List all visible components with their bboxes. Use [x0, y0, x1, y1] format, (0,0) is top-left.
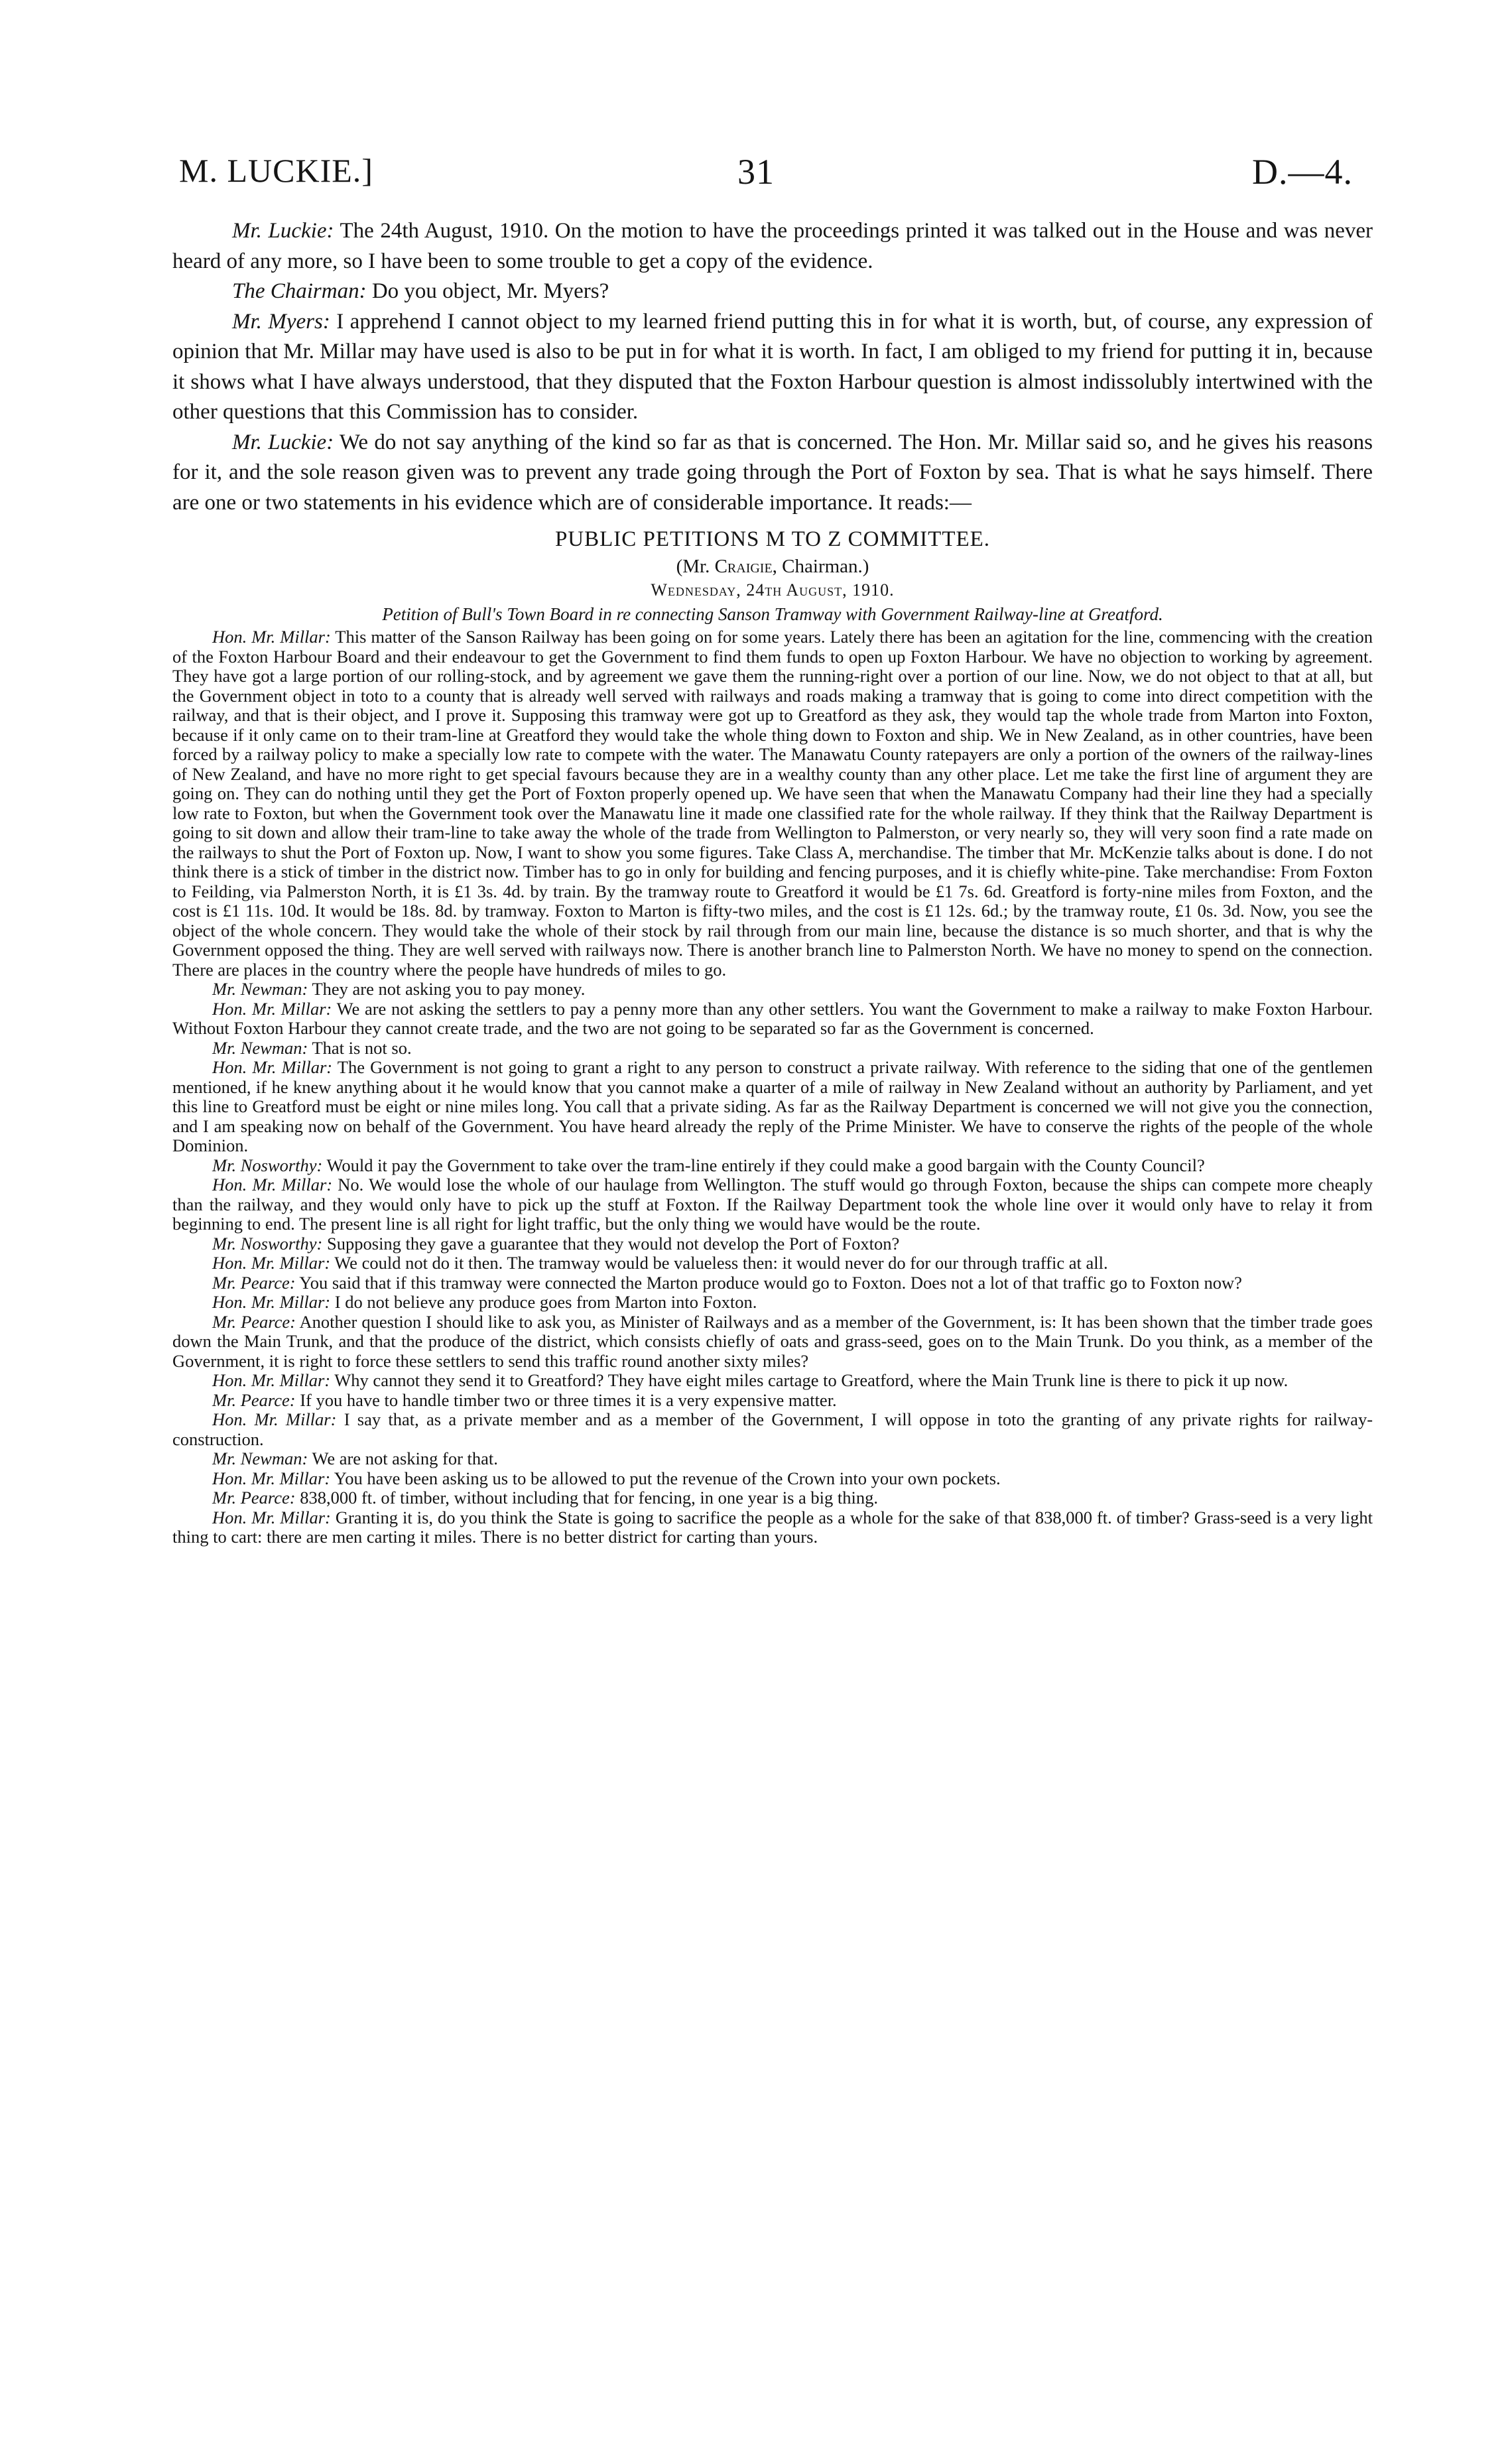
- chair-suffix: Chairman.): [782, 556, 869, 577]
- speech: Another question I should like to ask you, as Minister of Railways and as a member of the Government, is: It has been shown that the timber trade goes down the Main Trunk, and that the produce of the district, which consists chiefly of oats and grass-seed, goes on to the Main Trunk. Do you think, as a member of the Government, it is right to force these settlers to send this traffic round another sixty miles?: [172, 1311, 1373, 1371]
- paragraph: [172, 1371, 1373, 1391]
- paragraph: [172, 1234, 1373, 1254]
- petition-title: Petition of Bull's Town Board in re connecting Sanson Tramway with Government Railway-line at Greatford.: [382, 604, 1163, 624]
- speaker: Hon. Mr. Millar:: [212, 1370, 331, 1390]
- speech: I do not believe any produce goes from Marton into Foxton.: [334, 1292, 757, 1312]
- speaker: Hon. Mr. Millar:: [212, 627, 331, 647]
- committee-chair: [172, 556, 1373, 578]
- paragraph: [172, 999, 1373, 1039]
- speech: Would it pay the Government to take over the tram-line entirely if they could make a good bargain with the County Council?: [326, 1155, 1205, 1175]
- committee-title: PUBLIC PETITIONS M TO Z COMMITTEE.: [554, 527, 991, 551]
- paragraph: [172, 1039, 1373, 1059]
- paragraph: [172, 216, 1373, 277]
- chair-prefix: (Mr.: [676, 556, 710, 577]
- speaker: Hon. Mr. Millar:: [212, 1253, 331, 1273]
- paragraph: [172, 1313, 1373, 1372]
- speaker: Hon. Mr. Millar:: [212, 1175, 333, 1194]
- speech: The Government is not going to grant a right to any person to construct a private railway. With reference to the siding that one of the gentlemen mentioned, if he knew anything about it he would know that you cannot make a quarter of a mile of railway in New Zealand without an authority by Parliament, and yet this line to Greatford must be eight or nine miles long. You call that a private siding. As far as the Railway Department is concerned we will not give you the connection, and I am speaking now on behalf of the Government. You have heard already the reply of the Prime Minister. We have to conserve the rights of the people of the whole Dominion.: [172, 1057, 1373, 1155]
- running-head-left: M. LUCKIE.]: [179, 152, 373, 189]
- paragraph: [172, 1469, 1373, 1489]
- paragraph: [172, 1508, 1373, 1547]
- speech: 838,000 ft. of timber, without including that for fencing, in one year is a big thing.: [300, 1488, 878, 1508]
- speech: Granting it is, do you think the State is going to sacrifice the people as a whole for the sake of that 838,000 ft. of timber? Grass-seed is a very light thing to cart: there are men carting it miles. There is no better district for carting than yours.: [172, 1507, 1373, 1547]
- speaker: Mr. Pearce:: [212, 1488, 296, 1508]
- speaker: Mr. Myers:: [232, 309, 330, 334]
- paragraph: [172, 307, 1373, 428]
- speaker: Mr. Pearce:: [212, 1311, 296, 1332]
- speaker: Mr. Newman:: [212, 1448, 308, 1468]
- paragraph: [172, 1488, 1373, 1508]
- paragraph: [172, 1175, 1373, 1234]
- speaker: Mr. Pearce:: [212, 1389, 296, 1410]
- speech: You have been asking us to be allowed to put the revenue of the Crown into your own pockets.: [334, 1468, 1001, 1488]
- running-head-right: D.—4.: [1252, 152, 1353, 192]
- speaker: Mr. Newman:: [212, 1037, 308, 1058]
- paragraph: [172, 1410, 1373, 1449]
- speech: They are not asking you to pay money.: [312, 979, 586, 999]
- paragraph: [172, 277, 1373, 307]
- chair-name: Craigie,: [714, 556, 777, 577]
- speech: We do not say anything of the kind so far as that is concerned. The Hon. Mr. Millar said so, and he gives his reasons for it, and the sole reason given was to prevent any trade going through the Port of Foxton by sea. That is what he says himself. There are one or two statements in his evidence which are of considerable importance. It reads:—: [172, 430, 1373, 515]
- paragraph: [172, 627, 1373, 980]
- speech: We are not asking the settlers to pay a penny more than any other settlers. You want the Government to make a railway to make Foxton Harbour. Without Foxton Harbour they cannot create trade, and the two are not going to be separated so far as the Government is concerned.: [172, 998, 1373, 1038]
- speaker: Mr. Luckie:: [232, 430, 334, 454]
- speaker: Mr. Newman:: [212, 979, 308, 999]
- speech: We could not do it then. The tramway would be valueless then: it would never do for our through traffic at all.: [334, 1253, 1108, 1273]
- speech: I apprehend I cannot object to my learned friend putting this in for what it is worth, but, of course, any expression of opinion that Mr. Millar may have used is also to be put in for what it is worth. In fact, I am obliged to my friend for putting it in, because it shows what I have always understood, that they disputed that the Foxton Harbour question is almost indissolubly intertwined with the other questions that this Commission has to consider.: [172, 309, 1373, 424]
- committee-date: Wednesday, 24th August, 1910.: [651, 580, 895, 600]
- paragraph: [172, 428, 1373, 519]
- paragraph: [172, 980, 1373, 999]
- speech: Supposing they gave a guarantee that they would not develop the Port of Foxton?: [327, 1233, 900, 1254]
- paragraph: [172, 1391, 1373, 1411]
- speaker: Mr. Luckie:: [232, 219, 334, 243]
- speaker: The Chairman:: [232, 279, 367, 303]
- speaker: Hon. Mr. Millar:: [212, 998, 332, 1019]
- paragraph: [172, 1449, 1373, 1469]
- speaker: Hon. Mr. Millar:: [212, 1057, 333, 1077]
- paragraph: [172, 1156, 1373, 1176]
- speaker: Mr. Nosworthy:: [212, 1155, 323, 1175]
- paragraph: [172, 1273, 1373, 1293]
- speech: That is not so.: [312, 1037, 412, 1058]
- speech: Do you object, Mr. Myers?: [371, 279, 609, 303]
- page-number: 31: [737, 152, 775, 192]
- speech: The 24th August, 1910. On the motion to have the proceedings printed it was talked out in the House and was never heard of any more, so I have been to some trouble to get a copy of the evidence.: [172, 219, 1373, 273]
- speech: No. We would lose the whole of our haulage from Wellington. The stuff would go through Foxton, because the ships can compete more cheaply than the railway, and they would only have to pick up the stuff at Foxton. If the Railway Department took the whole line over it would only have to relay it from beginning to end. The present line is all right for light traffic, but the only thing we would have would be the route.: [172, 1175, 1373, 1234]
- speaker: Hon. Mr. Millar:: [212, 1468, 331, 1488]
- speaker: Hon. Mr. Millar:: [212, 1409, 337, 1429]
- speech: This matter of the Sanson Railway has been going on for some years. Lately there has been an agitation for the line, commencing with the creation of the Foxton Harbour Board and their endeavour to get the Government to find them funds to open up Foxton Harbour. We have no objection to working by agreement. They have got a large portion of our rolling-stock, and by agreement we gave them the running-right over a portion of our line. Now, we do not object to that at all, but the Government object in toto to a county that is already well served with railways and roads making a tramway that is going to come into direct competition with the railway, and that is their object, and I prove it. Supposing this tramway were got up to Greatford as they ask, they would tap the whole trade from Marton into Foxton, because if it only came on to their tram-line at Greatford they would take the whole thing down to Foxton and ship. We in New Zealand, as in other countries, have been forced by a railway policy to make a specially low rate to compete with the water. The Manawatu County ratepayers are only a portion of the owners of the railway-lines of New Zealand, and have no more right to get special favours because they are in a wealthy county than any other place. Let me take the first line of argument they are going on. They can do nothing until they get the Port of Foxton properly opened up. We have seen that when the Manawatu Company had their line they had a specially low rate to Foxton, but when the Government took over the Manawatu line it made one classified rate for the whole railway. If they think that the Railway Department is going to sit down and allow their tram-line to take away the whole of the trade from Wellington to Palmerston, or very nearly so, they will very soon find a rate made on the railways to shut the Port of Foxton up. Now, I want to show you some figures. Take Class A, merchandise. The timber that Mr. McKenzie talks about is done. I do not think there is a stick of timber in the district now. Timber has to go in only for building and fencing purposes, and it is chiefly white-pine. Take merchandise: From Foxton to Feilding, via Palmerston North, it is £1 3s. 4d. by train. By the tramway route to Greatford it would be £1 7s. 6d. Greatford is forty-nine miles from Foxton, and the cost is £1 11s. 10d. It would be 18s. 8d. by tramway. Foxton to Marton is fifty-two miles, and the cost is £1 12s. 6d.; by the tramway route, £1 0s. 3d. Now, you see the object of the whole concern. They would take the whole of their stock by rail through from our main line, because the distance is so much shorter, and that is why the Government opposed the thing. They are well served with railways now. There is another branch line to Palmerston North. We have no money to spend on the connection. There are places in the country where the people have hundreds of miles to go.: [172, 627, 1373, 980]
- speaker: Hon. Mr. Millar:: [212, 1507, 331, 1527]
- speech: You said that if this tramway were connected the Marton produce would go to Foxton. Does not a lot of that traffic go to Foxton now?: [299, 1272, 1242, 1293]
- paragraph: [172, 1254, 1373, 1273]
- speaker: Mr. Pearce:: [212, 1272, 296, 1293]
- speaker: Mr. Nosworthy:: [212, 1233, 323, 1254]
- speech: I say that, as a private member and as a member of the Government, I will oppose in toto the granting of any private rights for railway-construction.: [172, 1409, 1373, 1449]
- paragraph: [172, 1058, 1373, 1156]
- speech: If you have to handle timber two or three times it is a very expensive matter.: [300, 1389, 837, 1410]
- speech: Why cannot they send it to Greatford? They have eight miles cartage to Greatford, where the Main Trunk line is there to pick it up now.: [334, 1370, 1289, 1390]
- paragraph: [172, 1293, 1373, 1313]
- speech: We are not asking for that.: [312, 1448, 498, 1468]
- speaker: Hon. Mr. Millar:: [212, 1292, 331, 1312]
- intro-section: [172, 216, 1373, 1547]
